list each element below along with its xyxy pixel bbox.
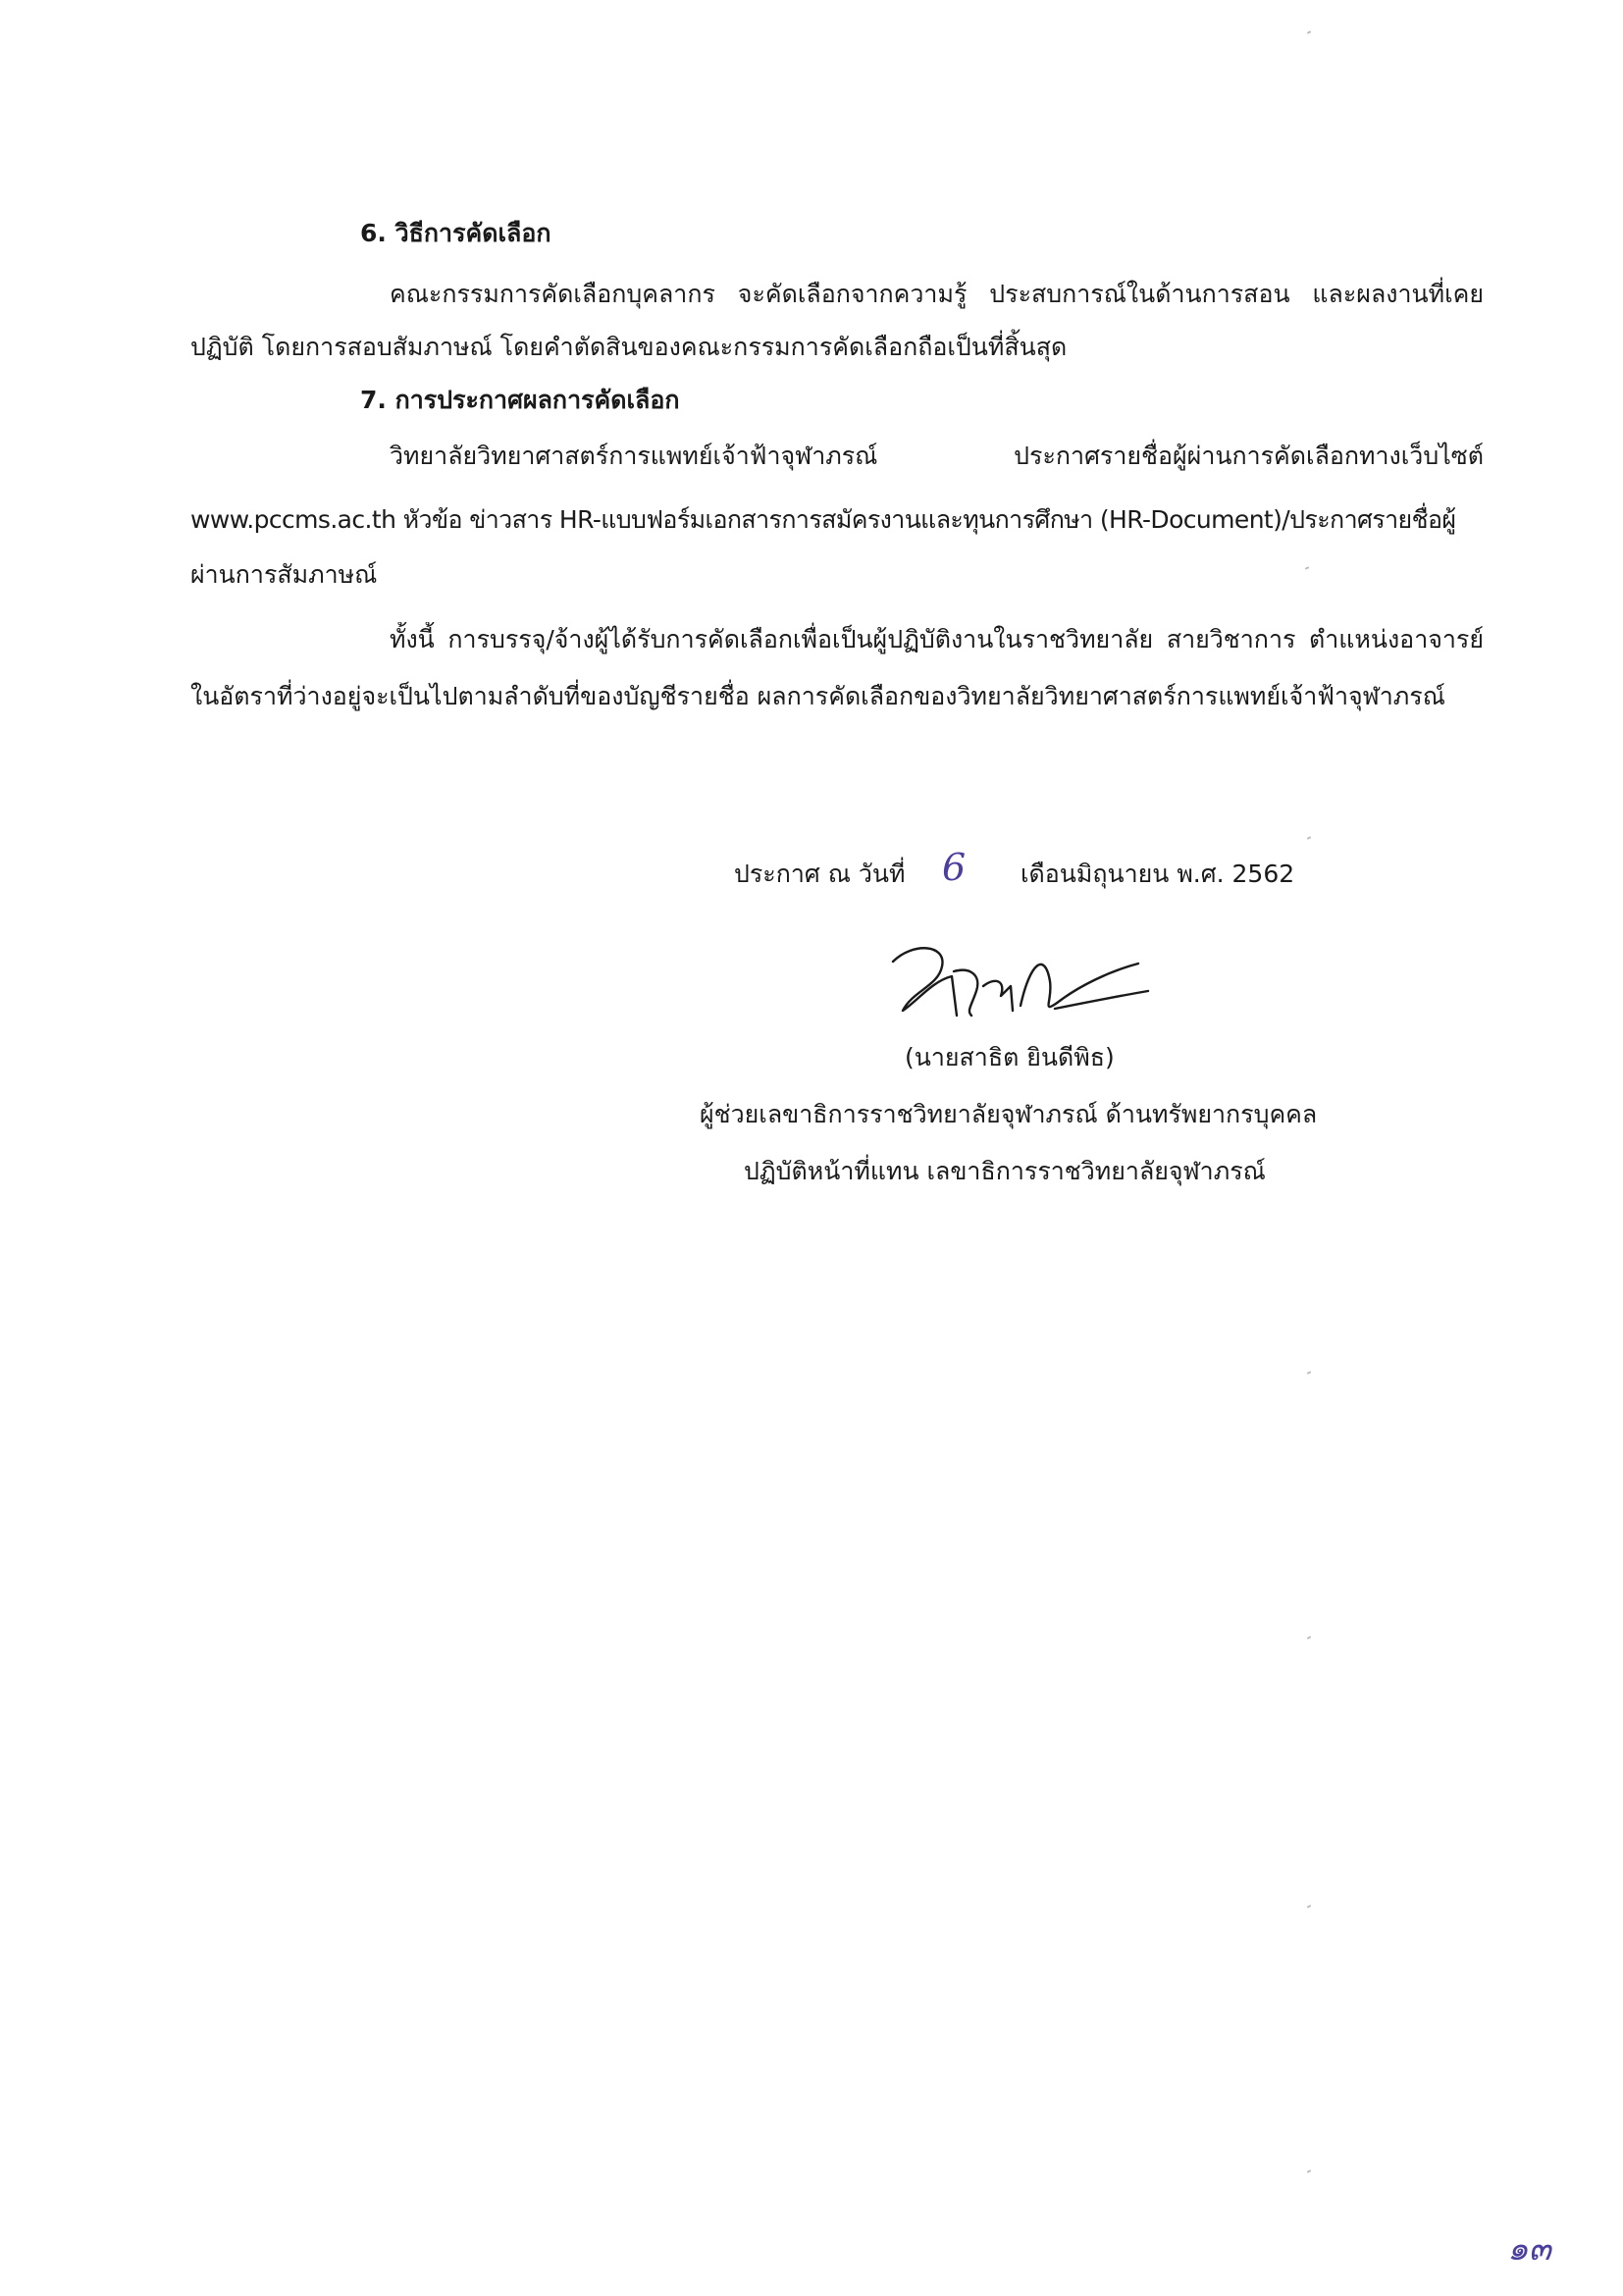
scan-speck	[1307, 2169, 1311, 2173]
announcement-day: 6	[942, 846, 967, 889]
signatory-name: (นายสาธิต ยินดีพิธ)	[905, 1043, 1115, 1071]
announcement-prefix: ประกาศ ณ วันที่	[734, 860, 906, 888]
scan-speck	[1307, 1636, 1311, 1640]
section-7-para-1-line-2: www.pccms.ac.th หัวข้อ ข่าวสาร HR-แบบฟอร์มเอกสารการสมัครงานและทุนการศึกษา (HR-Document)/ประกาศรายชื่อผู้	[190, 505, 1456, 534]
scan-speck	[1307, 1905, 1311, 1908]
signatory-title-1: ผู้ช่วยเลขาธิการราชวิทยาลัยจุฬาภรณ์ ด้านทรัพยากรบุคคล	[700, 1100, 1318, 1128]
scan-speck	[1305, 566, 1309, 570]
signatory-title-2: ปฏิบัติหน้าที่แทน เลขาธิการราชวิทยาลัยจุฬาภรณ์	[744, 1157, 1266, 1185]
announcement-suffix: เดือนมิถุนายน พ.ศ. 2562	[1021, 860, 1295, 888]
section-6-heading: 6. วิธีการคัดเลือก	[360, 219, 551, 247]
section-7-para-2-line-2: ในอัตราที่ว่างอยู่จะเป็นไปตามลำดับที่ของบัญชีรายชื่อ ผลการคัดเลือกของวิทยาลัยวิทยาศาสตร์การแพทย์เจ้าฟ้าจุฬาภรณ์	[190, 682, 1445, 710]
handwritten-page-mark: ๑๓	[1507, 2229, 1551, 2269]
scan-speck	[1307, 836, 1311, 840]
section-7-para-1-line-3: ผ่านการสัมภาษณ์	[190, 560, 378, 589]
section-6-line-2: ปฏิบัติ โดยการสอบสัมภาษณ์ โดยคำตัดสินของคณะกรรมการคัดเลือกถือเป็นที่สิ้นสุด	[190, 333, 1068, 361]
scan-speck	[1307, 1371, 1311, 1375]
handwritten-signature	[873, 932, 1158, 1040]
scan-speck	[1307, 30, 1311, 34]
section-7-para-1-line-1: วิทยาลัยวิทยาศาสตร์การแพทย์เจ้าฟ้าจุฬาภรณ์ ประกาศรายชื่อผู้ผ่านการคัดเลือกทางเว็บไซต์	[390, 442, 1484, 470]
section-7-heading: 7. การประกาศผลการคัดเลือก	[360, 386, 680, 414]
section-6-line-1: คณะกรรมการคัดเลือกบุคลากร จะคัดเลือกจากความรู้ ประสบการณ์ในด้านการสอน และผลงานที่เคย	[390, 280, 1484, 308]
section-7-para-2-line-1: ทั้งนี้ การบรรจุ/จ้างผู้ได้รับการคัดเลือกเพื่อเป็นผู้ปฏิบัติงานในราชวิทยาลัย สายวิชาการ ตำแหน่งอาจารย์	[390, 625, 1484, 653]
